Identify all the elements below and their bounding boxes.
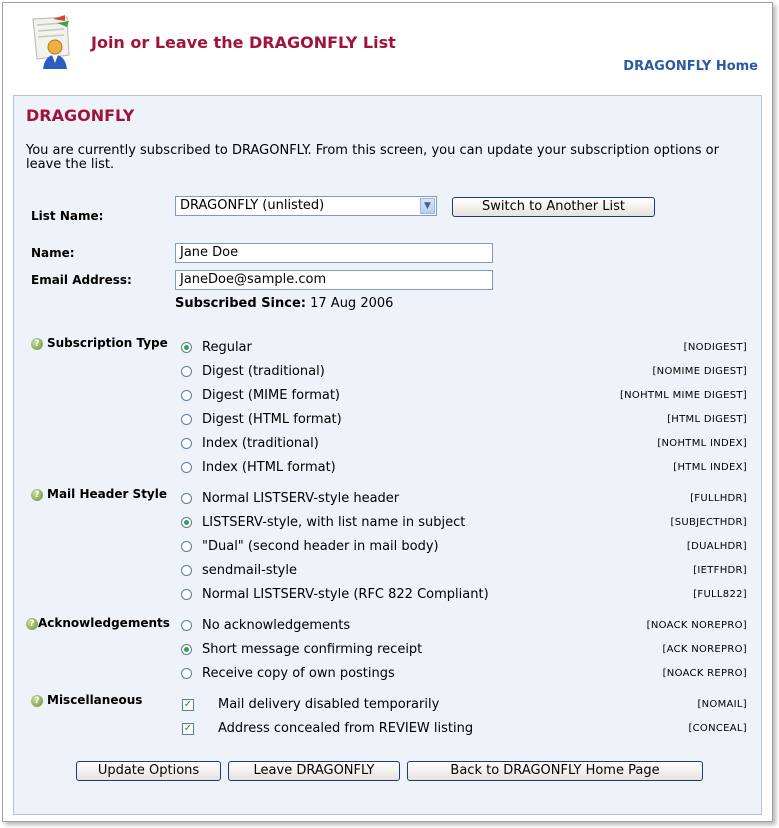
mail-header-option[interactable]	[181, 563, 747, 581]
option-code: [HTML DIGEST]	[667, 414, 747, 425]
option-label: Index (HTML format)	[202, 460, 336, 475]
home-link[interactable]: DRAGONFLY Home	[623, 59, 758, 74]
acknowledgement-option[interactable]	[181, 642, 747, 660]
option-label: "Dual" (second header in mail body)	[202, 539, 439, 554]
option-label: Regular	[202, 340, 252, 355]
back-home-button[interactable]: Back to DRAGONFLY Home Page	[407, 761, 703, 781]
acknowledgements-section	[26, 616, 170, 630]
name-label: Name:	[31, 246, 75, 260]
option-code: [NOACK REPRO]	[662, 668, 747, 679]
option-code: [HTML INDEX]	[673, 462, 747, 473]
leave-list-button[interactable]: Leave DRAGONFLY	[228, 761, 400, 781]
mail-header-option[interactable]	[181, 515, 747, 533]
option-code: [FULL822]	[693, 589, 747, 600]
subscription-option[interactable]	[181, 460, 747, 478]
option-code: [NODIGEST]	[683, 342, 747, 353]
acknowledgements-label: Acknowledgements	[38, 616, 170, 630]
radio-button[interactable]	[181, 462, 192, 473]
help-question-icon[interactable]: ?	[26, 618, 38, 630]
help-question-icon[interactable]: ?	[31, 695, 43, 707]
mail-header-option[interactable]	[181, 587, 747, 605]
name-field[interactable]: Jane Doe	[175, 243, 493, 263]
radio-button[interactable]	[181, 517, 192, 528]
switch-list-button[interactable]: Switch to Another List	[452, 197, 655, 217]
subscription-option[interactable]	[181, 388, 747, 406]
page-title: Join or Leave the DRAGONFLY List	[91, 33, 396, 52]
acknowledgement-option[interactable]	[181, 618, 747, 636]
option-label: LISTSERV-style, with list name in subject	[202, 515, 466, 530]
option-label: Receive copy of own postings	[202, 666, 395, 681]
option-label: Index (traditional)	[202, 436, 319, 451]
miscellaneous-option[interactable]	[181, 721, 747, 739]
subscription-option[interactable]	[181, 412, 747, 430]
email-field[interactable]: JaneDoe@sample.com	[175, 270, 493, 290]
subscribed-since-label: Subscribed Since:	[175, 296, 306, 311]
option-label: Normal LISTSERV-style header	[202, 491, 400, 506]
subscription-option[interactable]	[181, 340, 747, 358]
subscribed-since	[175, 296, 393, 311]
radio-button[interactable]	[181, 366, 192, 377]
radio-button[interactable]	[181, 668, 192, 679]
option-label: Digest (traditional)	[202, 364, 325, 379]
subscription-option[interactable]	[181, 436, 747, 454]
option-code: [SUBJECTHDR]	[670, 517, 747, 528]
option-code: [ACK NOREPRO]	[662, 644, 747, 655]
subscribed-since-value: 17 Aug 2006	[310, 296, 394, 311]
miscellaneous-option[interactable]	[181, 697, 747, 715]
option-code: [NOHTML MIME DIGEST]	[619, 390, 747, 401]
subscription-panel	[13, 95, 762, 815]
mail-header-label: Mail Header Style	[47, 487, 167, 501]
option-code: [DUALHDR]	[686, 541, 747, 552]
subscriber-document-icon	[23, 13, 81, 71]
radio-button[interactable]	[181, 493, 192, 504]
list-heading: DRAGONFLY	[26, 106, 135, 125]
option-code: [NOMAIL]	[697, 699, 747, 710]
radio-button[interactable]	[181, 620, 192, 631]
option-label: No acknowledgements	[202, 618, 351, 633]
list-name-select[interactable]	[175, 196, 437, 216]
list-name-select-value: DRAGONFLY (unlisted)	[180, 198, 325, 213]
chevron-down-icon[interactable]: ▼	[420, 198, 435, 214]
option-code: [NOMIME DIGEST]	[652, 366, 747, 377]
subscription-option[interactable]	[181, 364, 747, 382]
update-options-button[interactable]: Update Options	[76, 761, 221, 781]
radio-button[interactable]	[181, 438, 192, 449]
radio-button[interactable]	[181, 390, 192, 401]
option-label: Normal LISTSERV-style (RFC 822 Compliant)	[202, 587, 489, 602]
miscellaneous-label: Miscellaneous	[47, 693, 143, 707]
option-code: [NOACK NOREPRO]	[646, 620, 747, 631]
option-label: Address concealed from REVIEW listing	[218, 721, 474, 736]
acknowledgement-option[interactable]	[181, 666, 747, 684]
miscellaneous-section	[31, 693, 142, 707]
mail-header-section	[31, 487, 167, 501]
list-name-label: List Name:	[31, 209, 104, 223]
help-question-icon[interactable]: ?	[31, 338, 43, 350]
page-frame	[2, 2, 773, 822]
radio-button[interactable]	[181, 414, 192, 425]
option-code: [FULLHDR]	[690, 493, 747, 504]
subscription-type-section	[31, 336, 168, 350]
email-label: Email Address:	[31, 273, 132, 287]
option-code: [CONCEAL]	[688, 723, 747, 734]
option-code: [NOHTML INDEX]	[657, 438, 747, 449]
intro-text: You are currently subscribed to DRAGONFLY. From this screen, you can update your subscription options or leave the list.	[26, 143, 719, 172]
option-label: Digest (MIME format)	[202, 388, 341, 403]
option-label: Mail delivery disabled temporarily	[218, 697, 440, 712]
subscription-type-label: Subscription Type	[47, 336, 168, 350]
page-header	[3, 3, 772, 89]
option-label: Digest (HTML format)	[202, 412, 342, 427]
radio-button[interactable]	[181, 342, 192, 353]
radio-button[interactable]	[181, 589, 192, 600]
radio-button[interactable]	[181, 541, 192, 552]
mail-header-option[interactable]	[181, 491, 747, 509]
checkbox[interactable]: ✓	[183, 723, 193, 734]
mail-header-option[interactable]	[181, 539, 747, 557]
radio-button[interactable]	[181, 565, 192, 576]
checkbox[interactable]: ✓	[183, 699, 193, 710]
option-label: Short message confirming receipt	[202, 642, 423, 657]
help-question-icon[interactable]: ?	[31, 489, 43, 501]
radio-button[interactable]	[181, 644, 192, 655]
option-label: sendmail-style	[202, 563, 297, 578]
option-code: [IETFHDR]	[693, 565, 747, 576]
